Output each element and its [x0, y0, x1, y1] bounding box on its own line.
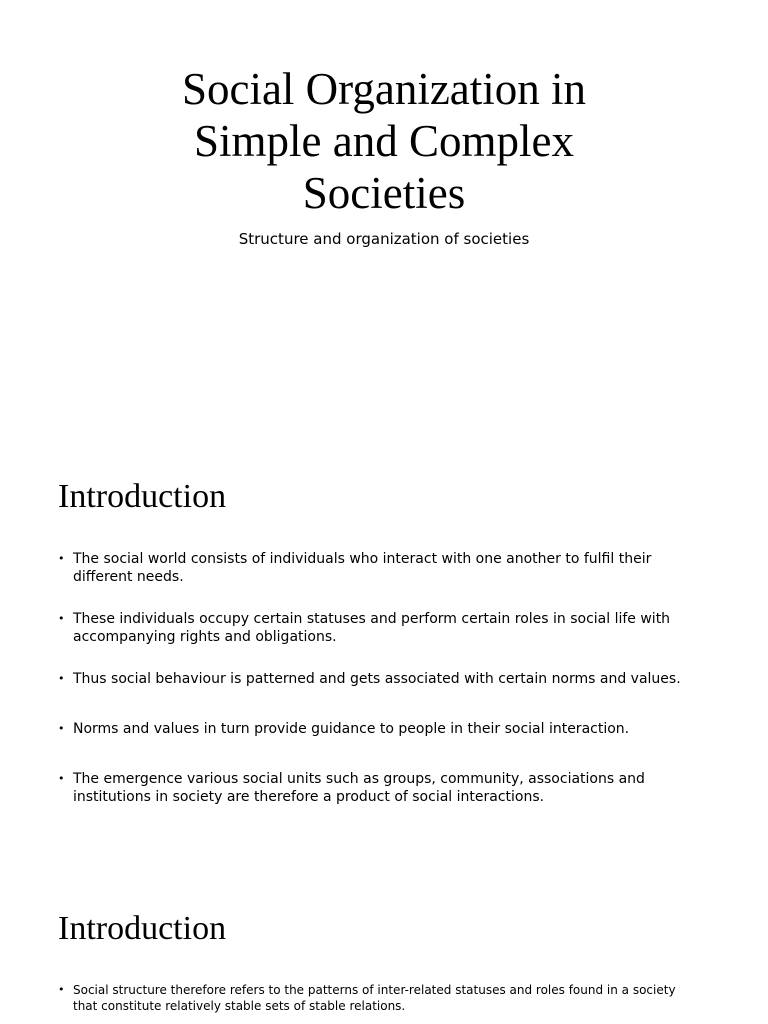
- bullet-item: [58, 670, 698, 688]
- introduction-continued-slide: [0, 864, 768, 1024]
- bullet-text: The emergence various social units such as groups, community, associations and institutions in society are therefore a product of social interactions.: [73, 771, 645, 805]
- bullet-text: Norms and values in turn provide guidance to people in their social interaction.: [73, 721, 630, 737]
- bullet-list: [58, 982, 698, 1014]
- bullet-item: [58, 550, 698, 586]
- bullet-item: [58, 720, 698, 738]
- bullet-icon: •: [58, 983, 65, 996]
- bullet-item: [58, 982, 698, 1014]
- bullet-item: [58, 770, 698, 806]
- bullet-list: [58, 550, 698, 830]
- bullet-icon: •: [58, 552, 65, 565]
- bullet-icon: •: [58, 672, 65, 685]
- bullet-text: These individuals occupy certain statuses and perform certain roles in social life with accompanying rights and obligations.: [73, 611, 671, 645]
- title-line: Social Organization in: [181, 64, 587, 114]
- introduction-slide: [0, 432, 768, 864]
- bullet-text: Thus social behaviour is patterned and gets associated with certain norms and values.: [73, 671, 681, 687]
- title-line: Societies: [302, 168, 466, 218]
- title-slide: [0, 0, 768, 432]
- title-line: Simple and Complex: [194, 116, 574, 166]
- slide-heading: Introduction: [58, 910, 227, 947]
- bullet-icon: •: [58, 722, 65, 735]
- slide-heading: Introduction: [58, 478, 227, 515]
- presentation-title: [84, 63, 684, 219]
- bullet-icon: •: [58, 772, 65, 785]
- bullet-item: [58, 610, 698, 646]
- bullet-icon: •: [58, 612, 65, 625]
- presentation-subtitle: Structure and organization of societies: [238, 230, 530, 248]
- bullet-text: The social world consists of individuals who interact with one another to fulfil their different needs.: [73, 551, 652, 585]
- bullet-text: Social structure therefore refers to the patterns of inter-related statuses and roles found in a society that constitute relatively stable sets of stable relations.: [73, 983, 676, 1013]
